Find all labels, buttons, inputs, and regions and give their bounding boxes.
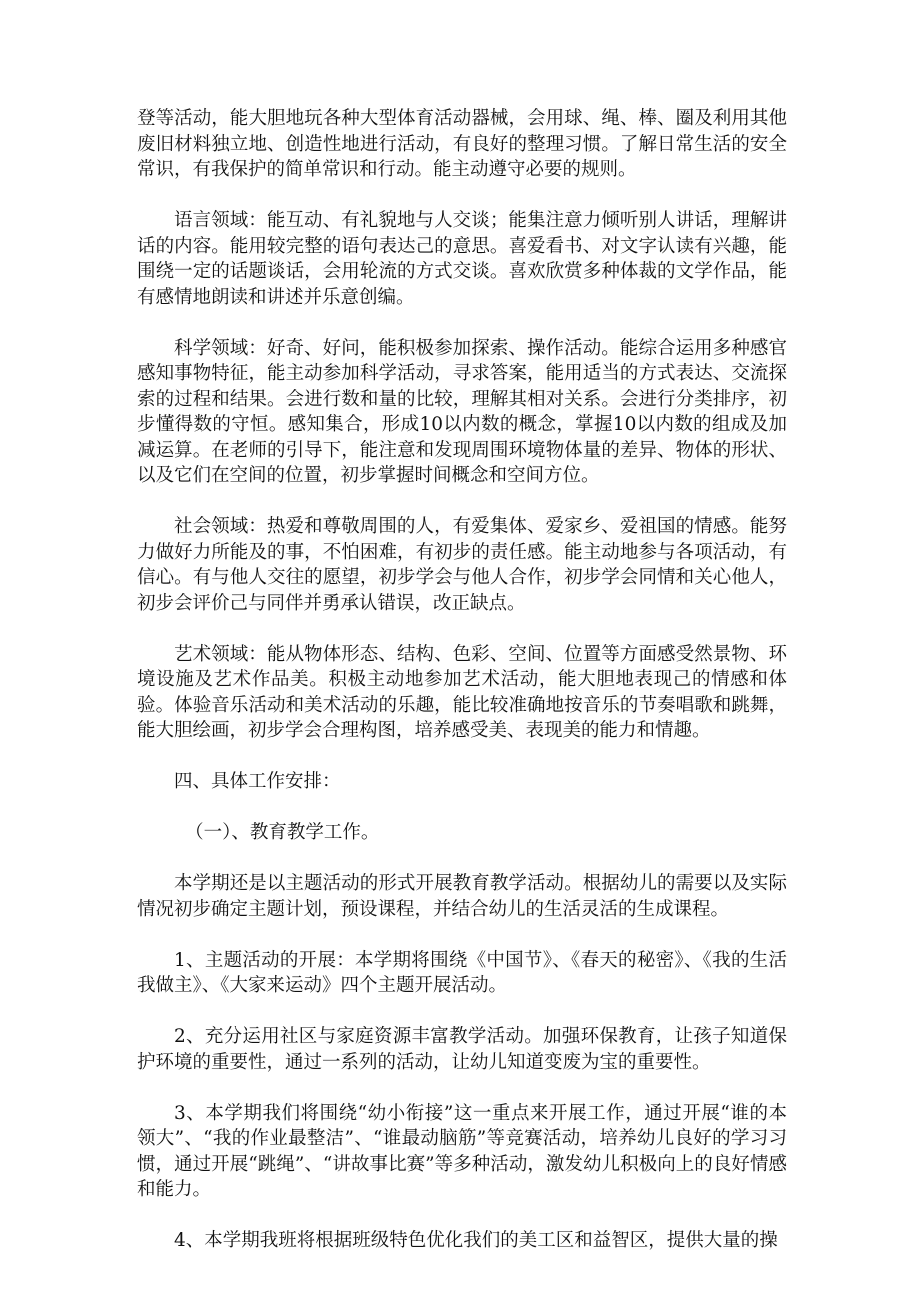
paragraph-art-domain: 艺术领域：能从物体形态、结构、色彩、空间、位置等方面感受然景物、环境设施及艺术作品美。积极主动地参加艺术活动，能大胆地表现己的情感和体验。体验音乐活动和美术活动的乐趣，能比较准确地按音乐的节奏唱歌和跳舞，能大胆绘画，初步学会合理构图，培养感受美、表现美的能力和情趣。 [137, 643, 787, 741]
list-item-theme-activities: 1、主题活动的开展：本学期将围绕《中国节》、《春天的秘密》、《我的生活我做主》、《大家来运动》四个主题开展活动。 [137, 949, 787, 996]
paragraph-physical-domain-continued: 登等活动，能大胆地玩各种大型体育活动器械，会用球、绳、棒、圈及利用其他废旧材料独立地、创造性地进行活动，有良好的整理习惯。了解日常生活的安全常识，有我保护的简单常识和行动。能主动遵守必要的规则。 [137, 108, 787, 180]
section-heading-work-arrangement: 四、具体工作安排： [174, 771, 341, 792]
document-body [137, 106, 787, 1279]
list-item-community-resources: 2、充分运用社区与家庭资源丰富教学活动。加强环保教育，让孩子知道保护环境的重要性，通过一系列的活动，让幼儿知道变废为宝的重要性。 [137, 1026, 787, 1073]
subsection-heading-teaching-work: （一）、教育教学工作。 [185, 822, 380, 843]
paragraph-social-domain: 社会领域：热爱和尊敬周围的人，有爱集体、爱家乡、爱祖国的情感。能努力做好力所能及的事，不怕困难，有初步的责任感。能主动地参与各项活动，有信心。有与他人交往的愿望，初步学会与他人合作，初步学会同情和关心他人，初步会评价己与同伴并勇承认错误，改正缺点。 [137, 516, 787, 614]
paragraph-language-domain: 语言领域：能互动、有礼貌地与人交谈；能集注意力倾听别人讲话，理解讲话的内容。能用较完整的语句表达己的意思。喜爱看书、对文字认读有兴趣，能围绕一定的话题谈话，会用轮流的方式交谈。喜欢欣赏多种体裁的文学作品，能有感情地朗读和讲述并乐意创编。 [137, 210, 787, 308]
paragraph-science-domain: 科学领域：好奇、好问，能积极参加探索、操作活动。能综合运用多种感官感知事物特征，能主动参加科学活动，寻求答案，能用适当的方式表达、交流探索的过程和结果。会进行数和量的比较，理解其相对关系。会进行分类排序，初步懂得数的守恒。感知集合，形成10以内数的概念，掌握10以内数的组成及加减运算。在老师的引导下，能注意和发现周围环境物体量的差异、物体的形状、以及它们在空间的位置，初步掌握时间概念和空间方位。 [137, 337, 787, 486]
list-item-school-transition: 3、本学期我们将围绕“幼小衔接”这一重点来开展工作，通过开展“谁的本领大”、“我的作业最整洁”、“谁最动脑筋”等竞赛活动，培养幼儿良好的学习习惯，通过开展“跳绳”、“讲故事比赛”等多种活动，激发幼儿积极向上的良好情感和能力。 [137, 1102, 787, 1200]
paragraph-teaching-overview: 本学期还是以主题活动的形式开展教育教学活动。根据幼儿的需要以及实际情况初步确定主题计划，预设课程，并结合幼儿的生活灵活的生成课程。 [137, 873, 787, 920]
list-item-activity-areas: 4、本学期我班将根据班级特色优化我们的美工区和益智区，提供大量的操 [174, 1230, 778, 1251]
